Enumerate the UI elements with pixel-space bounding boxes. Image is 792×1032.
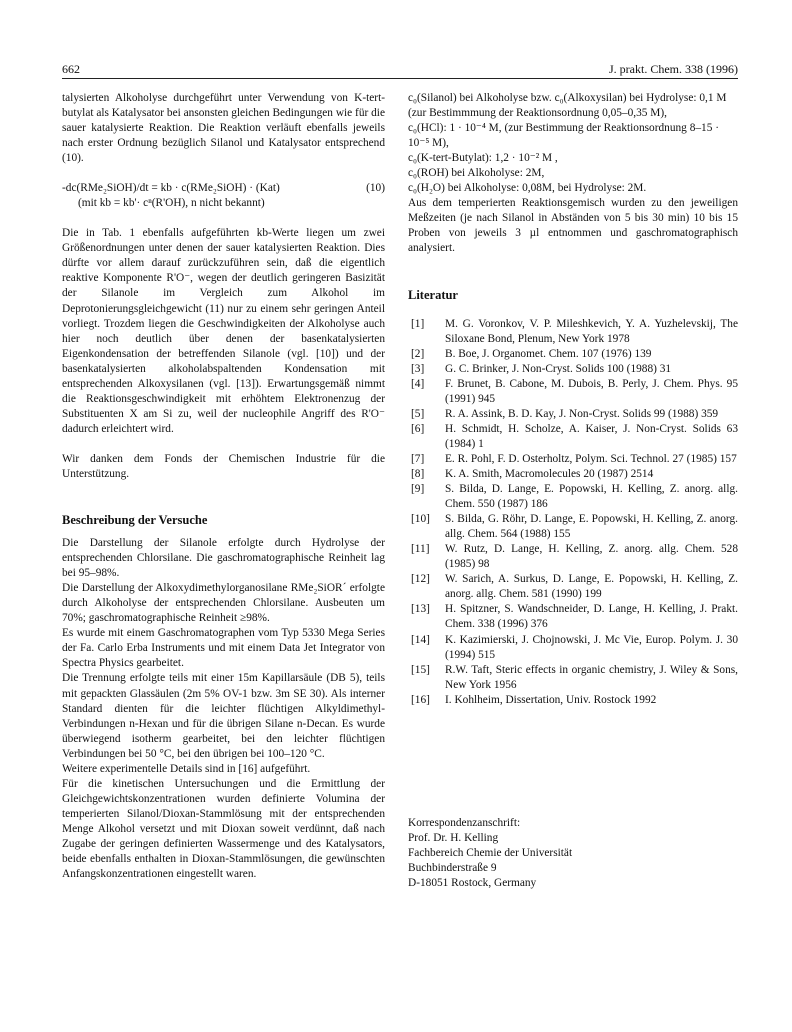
address-heading: Korrespondenzanschrift: [408,816,521,829]
reference-item [408,377,738,407]
address-city: D-18051 Rostock, Germany [408,876,537,889]
reference-number: [3] [411,362,425,375]
reference-text: S. Bilda, D. Lange, E. Popowski, H. Kelling, Z. anorg. allg. Chem. 550 (1987) 186 [445,483,738,511]
concentration-water: c₀(H₂O) bei Alkoholyse: 0,08M, bei Hydrolyse: 2M. [408,182,647,195]
concentration-silanol: c₀(Silanol) bei Alkoholyse bzw. c₀(Alkoxysilan) bei Hydrolyse: 0,1 M (zur Bestimmmung der Reaktionsordnung 0,05–0,35 M), [408,92,727,120]
correspondence-address [408,816,738,891]
reference-text: K. A. Smith, Macromolecules 20 (1987) 2514 [445,467,654,480]
reference-item [408,362,738,377]
concentration-k-tert-butylat: c₀(K-tert-Butylat): 1,2 · 10⁻² M , [408,152,558,165]
reference-item [408,467,738,482]
reference-number: [11] [411,543,430,556]
address-street: Buchbinderstraße 9 [408,861,497,874]
reference-text: I. Kohlheim, Dissertation, Univ. Rostock 1992 [445,693,657,706]
paragraph-silanol-preparation: Die Darstellung der Silanole erfolgte durch Hydrolyse der entsprechenden Chlorsilane. Die gaschromatographische Reinheit lag bei 95–98%. [62,537,385,580]
address-name: Prof. Dr. H. Kelling [408,831,499,844]
reference-number: [4] [411,377,425,390]
reference-item [408,693,738,708]
reference-text: W. Sarich, A. Surkus, D. Lange, E. Popowski, H. Kelling, Z. anorg. allg. Chem. 581 (1990) 199 [445,573,738,601]
reference-item [408,452,738,467]
page-number: 662 [62,62,80,76]
reference-item [408,482,738,512]
section-heading-literature: Literatur [408,287,458,302]
journal-reference: J. prakt. Chem. 338 (1996) [609,62,738,76]
paragraph-further-details: Weitere experimentelle Details sind in [16] aufgeführt. [62,762,311,775]
reference-text: S. Bilda, G. Röhr, D. Lange, E. Popowski, H. Kelling, Z. anorg. allg. Chem. 564 (1988) 155 [445,513,738,541]
reference-number: [15] [411,663,430,676]
reference-number: [9] [411,483,425,496]
paragraph-sampling: Aus dem temperierten Reaktionsgemisch wurden zu den jeweiligen Meßzeiten (je nach Silanol in Abständen von 5 bis 30 min) 10 bis 15 Proben von jeweils 3 µl entnommen und gaschromatographisch analysiert. [408,197,738,255]
reference-number: [2] [411,347,425,360]
reference-item [408,663,738,693]
reference-item [408,572,738,602]
reference-text: H. Spitzner, S. Wandschneider, D. Lange, H. Kelling, J. Prakt. Chem. 338 (1996) 376 [445,603,738,631]
paragraph-separation: Die Trennung erfolgte teils mit einer 15m Kapillarsäule (DB 5), teils mit gepackten Glassäulen (2m 5% OV-1 bzw. 3m SE 30). Als interner Standard dienten für die leichter flüchtigen Alkyldimethyl-Verbindungen n-Hexan und für die übrigen Silane n-Decan. Es wurde überwiegend isotherm gearbeitet, bei den leichter flüchtigen Verbindungen bei 50 °C, bei den übrigen bei 100–120 °C. [62,672,385,760]
reference-text: F. Brunet, B. Cabone, M. Dubois, B. Perly, J. Chem. Phys. 95 (1991) 945 [445,377,738,405]
reference-item [408,602,738,632]
acknowledgement: Wir danken dem Fonds der Chemischen Industrie für die Unterstützung. [62,452,385,480]
reference-number: [6] [411,422,425,435]
reference-text: K. Kazimierski, J. Chojnowski, J. Mc Vie, Europ. Polym. J. 30 (1994) 515 [445,633,738,661]
reference-text: W. Rutz, D. Lange, H. Kelling, Z. anorg. allg. Chem. 528 (1985) 98 [445,543,738,571]
paragraph-alkoxysilane-preparation: Die Darstellung der Alkoxydimethylorganosilane RMe₂SiOR´ erfolgte durch Alkoholyse der entsprechenden Chlorsilane. Ausbeuten um 70%; gaschromatographische Reinheit ≥98%. [62,582,385,625]
right-column [408,91,738,891]
reference-text: H. Schmidt, H. Scholze, A. Kaiser, J. Non-Cryst. Solids 63 (1984) 1 [445,422,738,450]
paragraph-gc-instrument: Es wurde mit einem Gaschromatographen vom Typ 5330 Mega Series der Fa. Carlo Erba Instruments und mit einem Data Jet Integrator von Spectra Physics gearbeitet. [62,627,385,670]
running-header [62,62,738,78]
reference-item [408,407,738,422]
journal-page [62,62,738,1012]
equation-10-expression: -dc(RMe₂SiOH)/dt = kb · c(RMe₂SiOH) · (Kat) [62,182,280,195]
equation-10-note: (mit kb = kb'· cⁿ(R'OH), n nicht bekannt) [78,197,265,210]
reference-item [408,542,738,572]
reference-item [408,633,738,663]
equation-10 [62,181,385,196]
reference-list [408,317,738,708]
paragraph-base-catalysis: talysierten Alkoholyse durchgeführt unter Verwendung von K-tert-butylat als Katalysator bei ansonsten gleichen Bedingungen wie für die sauer katalysierte Reaktion. Die Reaktion verläuft ebenfalls jeweils nach erster Ordnung bezüglich Silanol und Katalysator entsprechend (10). [62,92,385,165]
reference-text: R.W. Taft, Steric effects in organic chemistry, J. Wiley & Sons, New York 1956 [445,663,738,691]
reference-text: G. C. Brinker, J. Non-Cryst. Solids 100 (1988) 31 [445,362,672,375]
reference-text: M. G. Voronkov, V. P. Mileshkevich, Y. A. Yuzhelevskij, The Siloxane Bond, Plenum, New York 1978 [445,317,738,345]
reference-text: B. Boe, J. Organomet. Chem. 107 (1976) 139 [445,347,652,360]
reference-text: R. A. Assink, B. D. Kay, J. Non-Cryst. Solids 99 (1988) 359 [445,407,719,420]
paragraph-kb-values: Die in Tab. 1 ebenfalls aufgeführten kb-Werte liegen um zwei Größenordnungen unter denen der sauer katalysierten Reaktion. Dies dürfte vor allem darauf zurückzuführen sein, daß die eigentlich reaktive Komponente R'O⁻, wegen der deutlich geringeren Basizität der Silanole im Vergleich zum Alkohol im Deprotonierungsgleichgewicht (11) nur zu einem sehr geringen Anteil vorliegt. Trozdem liegen die Geschwindigkeiten der Alkoholyse auch hier noch deutlich über denen der basenkatalysierten Eigenkondensation der betreffenden Silanole (vgl. [10]) und der basenkatalysierten alkoholabspaltenden Kondensation mit entsprechenden Alkoxysilanen (vgl. [13]). Erwartungsgemäß nimmt die Reaktionsgeschwindigkeit mit erhöhtem Elektronenzug der Substituenten X am Si zu, weil der nucleophile Angriff des R'O⁻ dadurch erleichtert wird. [62,227,385,435]
reference-number: [16] [411,693,430,706]
header-rule [62,78,738,79]
paragraph-kinetics: Für die kinetischen Untersuchungen und die Ermittlung der Gleichgewichtskonzentrationen wurden definierte Volumina der temperierten Silanol/Dioxan-Stammlösung mit der entsprechenden Menge Alkohol versetzt und mit Dioxan soweit verdünnt, daß nach Zugabe der geringen definierten Wassermenge und des Katalysators, beide ebenfalls enthalten in Dioxan-Stammlösungen, die gewünschten Anfangskonzentrationen eingestellt waren. [62,777,385,881]
reference-number: [14] [411,633,430,646]
reference-number: [10] [411,513,430,526]
concentration-roh: c₀(ROH) bei Alkoholyse: 2M, [408,167,545,180]
reference-item [408,317,738,347]
reference-item [408,422,738,452]
concentration-hcl: c₀(HCl): 1 · 10⁻⁴ M, (zur Bestimmung der Reaktionsordnung 8–15 · 10⁻⁵ M), [408,122,719,150]
reference-number: [8] [411,467,425,480]
address-department: Fachbereich Chemie der Universität [408,846,573,859]
reference-number: [7] [411,452,425,465]
reference-text: E. R. Pohl, F. D. Osterholtz, Polym. Sci. Technol. 27 (1985) 157 [445,452,737,465]
reference-number: [12] [411,573,430,586]
reference-item [408,347,738,362]
reference-item [408,512,738,542]
reference-number: [5] [411,407,425,420]
equation-10-number: (10) [366,182,385,195]
reference-number: [1] [411,317,425,330]
section-heading-experimental: Beschreibung der Versuche [62,513,208,528]
left-column [62,91,385,882]
reference-number: [13] [411,603,430,616]
